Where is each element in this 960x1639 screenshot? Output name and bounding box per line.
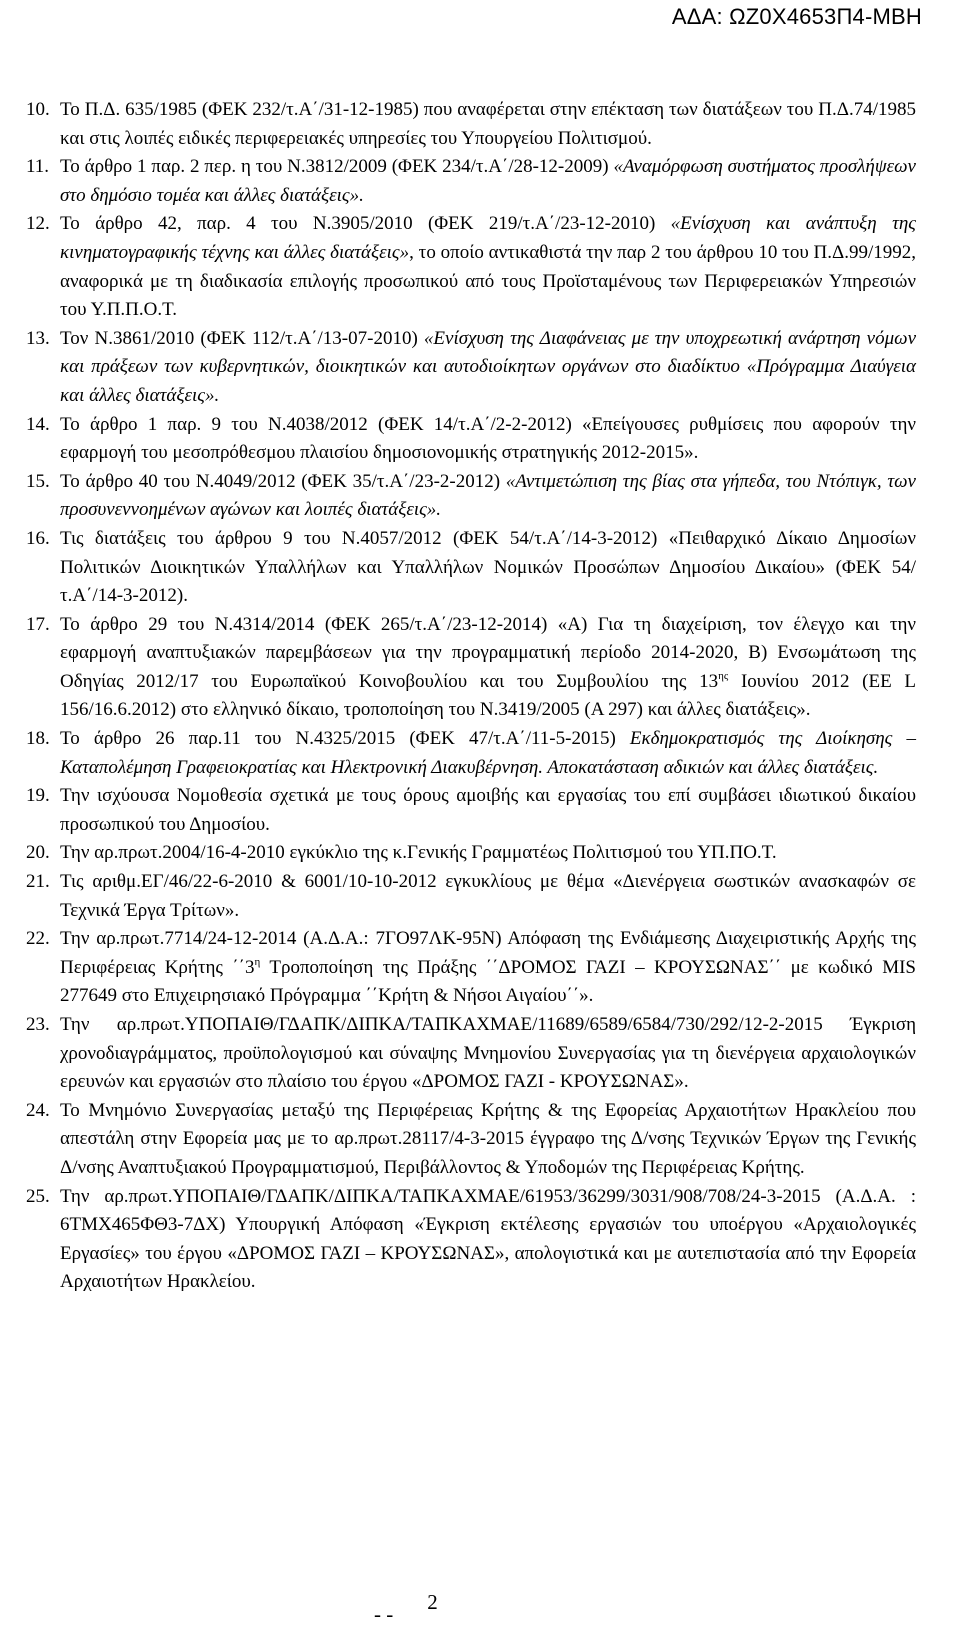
list-item xyxy=(26,153,916,210)
item-text: Ιουνίου 2012 (ΕΕ L 156/16.6.2012) στο ελληνικό δίκαιο, τροποποίηση του Ν.3419/2005 (Α 297) και άλλες διατάξεις». xyxy=(60,670,916,721)
item-text: Το άρθρο 1 παρ. 2 περ. η του Ν.3812/2009 (ΦΕΚ 234/τ.Α΄/28-12-2009) xyxy=(60,156,614,178)
item-text: Τροποποίηση της Πράξης ΄΄ΔΡΟΜΟΣ ΓΑΖΙ – ΚΡΟΥΣΩΝΑΣ΄΄ με κωδικό MIS 277649 στο Επιχειρησιακό Πρόγραμμα ΄΄Κρήτη & Νήσοι Αιγαίου΄΄». xyxy=(60,956,916,1007)
footer-dashes: - - xyxy=(374,1602,394,1626)
item-text: Τον Ν.3861/2010 (ΦΕΚ 112/τ.Α΄/13-07-2010) xyxy=(60,327,424,349)
item-text: Τις αριθμ.ΕΓ/46/22-6-2010 & 6001/10-10-2012 εγκυκλίους με θέμα «Διενέργεια σωστικών ανασκαφών σε Τεχνικά Έργα Τρίτων». xyxy=(60,871,916,921)
item-text: Την ισχύουσα Νομοθεσία σχετικά με τους όρους αμοιβής και εργασίας του επί συμβάσει ιδιωτικού δικαίου προσωπικού του Δημοσίου. xyxy=(60,785,916,835)
list-item xyxy=(26,611,916,725)
item-number: 19. xyxy=(26,785,50,807)
list-item xyxy=(26,210,916,324)
item-text: , το οποίο αντικαθιστά την παρ 2 του άρθρου 10 του Π.Δ.99/1992, αναφορικά με τη διαδικασία επιλογής προσωπικού από τους Προϊσταμένους των Περιφερειακών Υπηρεσιών του Υ.Π.Π.Ο.Τ. xyxy=(60,241,916,321)
item-text: Τις διατάξεις του άρθρου 9 του Ν.4057/2012 (ΦΕΚ 54/τ.Α΄/14-3-2012) «Πειθαρχικό Δίκαιο Δημοσίων Πολιτικών Διοικητικών Υπαλλήλων και Υπαλλήλων Νομικών Προσώπων Δημοσίου Δικαίου» (ΦΕΚ 54/τ.Α΄/14-3-2012). xyxy=(60,527,916,607)
item-text: Το άρθρο 42, παρ. 4 του Ν.3905/2010 (ΦΕΚ 219/τ.Α΄/23-12-2010) xyxy=(60,213,671,235)
item-text: Το Μνημόνιο Συνεργασίας μεταξύ της Περιφέρειας Κρήτης & της Εφορείας Αρχαιοτήτων Ηρακλείου που απεστάλη στην Εφορεία μας με το αρ.πρωτ.28117/4-3-2015 έγγραφο της Δ/νσης Τεχνικών Έργων της Γενικής Δ/νσης Αναπτυξιακού Προγραμματισμού, Περιβάλλοντος & Υποδομών της Περιφέρειας Κρήτης. xyxy=(60,1099,916,1178)
ordinal-superscript: η xyxy=(254,955,261,968)
item-number: 17. xyxy=(26,613,50,635)
list-item xyxy=(26,1097,916,1183)
page-footer xyxy=(374,1590,438,1627)
item-text: Την αρ.πρωτ.ΥΠΟΠΑΙΘ/ΓΔΑΠΚ/ΔΙΠΚΑ/ΤΑΠΚΑΧΜΑΕ/61953/36299/3031/908/708/24-3-2015 (Α.Δ.Α. : 6ΤΜΧ465ΦΘ3-7ΔΧ) Υπουργική Απόφαση «Έγκριση εκτέλεσης εργασιών του υποέργου «Αρχαιολογικές Εργασίες» του έργου «ΔΡΟΜΟΣ ΓΑΖΙ – ΚΡΟΥΣΩΝΑΣ», απολογιστικά και με αυτεπιστασία από την Εφορεία Αρχαιοτήτων Ηρακλείου. xyxy=(60,1185,916,1293)
item-number: 21. xyxy=(26,871,50,893)
item-number: 18. xyxy=(26,728,50,750)
item-number: 25. xyxy=(26,1185,50,1207)
item-title-italic: «Ενίσχυση και ανάπτυξη της κινηματογραφικής τέχνης και άλλες διατάξεις» xyxy=(60,213,917,263)
item-title-italic: «Αντιμετώπιση της βίας στα γήπεδα, του Ντόπιγκ, των προσυνεννοημένων αγώνων και λοιπές διατάξεις». xyxy=(60,470,916,521)
list-item xyxy=(26,868,916,925)
list-item xyxy=(26,411,916,468)
item-title-italic: «Ενίσχυση της Διαφάνειας με την υποχρεωτική ανάρτηση νόμων και πράξεων των κυβερνητικών, διοικητικών και αυτοδιοίκητων οργάνων στο διαδίκτυο «Πρόγραμμα Διαύγεια και άλλες διατάξεις». xyxy=(60,327,917,406)
item-text: Την αρ.πρωτ.2004/16-4-2010 εγκύκλιο της κ.Γενικής Γραμματέως Πολιτισμού του ΥΠ.ΠΟ.Τ. xyxy=(60,842,777,864)
ordinal-superscript: ης xyxy=(718,669,729,682)
item-number: 15. xyxy=(26,470,50,492)
item-number: 14. xyxy=(26,413,50,435)
list-item xyxy=(26,782,916,839)
ada-header-code: ΑΔΑ: ΩΖ0Χ4653Π4-ΜΒΗ xyxy=(671,4,922,29)
list-item xyxy=(26,725,916,782)
item-number: 23. xyxy=(26,1014,50,1035)
list-item xyxy=(26,1011,916,1097)
item-number: 16. xyxy=(26,527,50,549)
item-text: Το άρθρο 29 του Ν.4314/2014 (ΦΕΚ 265/τ.Α΄/23-12-2014) «Α) Για τη διαχείριση, τον έλεγχο και την εφαρμογή αναπτυξιακών παρεμβάσεων για την προγραμματική περίοδο 2014-2020, Β) Ενσωμάτωση της Οδηγίας 2012/17 του Ευρωπαϊκού Κοινοβουλίου και του Συμβουλίου της 13 xyxy=(60,613,916,692)
item-text: Το άρθρο 40 του Ν.4049/2012 (ΦΕΚ 35/τ.Α΄/23-2-2012) xyxy=(60,470,506,492)
item-title-italic: Εκδημοκρατισμός της Διοίκησης – Καταπολέμηση Γραφειοκρατίας και Ηλεκτρονική Διακυβέρνηση. Αποκατάσταση αδικιών και άλλες διατάξεις. xyxy=(60,728,917,778)
legal-references-list xyxy=(26,96,916,1297)
item-text: Το άρθρο 1 παρ. 9 του Ν.4038/2012 (ΦΕΚ 14/τ.Α΄/2-2-2012) «Επείγουσες ρυθμίσεις που αφορούν την εφαρμογή του μεσοπρόθεσμου πλαισίου δημοσιονομικής στρατηγικής 2012-2015». xyxy=(60,413,916,464)
item-number: 11. xyxy=(26,156,50,178)
item-number: 12. xyxy=(26,213,50,235)
item-text: Την αρ.πρωτ.7714/24-12-2014 (Α.Δ.Α.: 7ΓΟ97ΛΚ-95Ν) Απόφαση της Ενδιάμεσης Διαχειριστικής Αρχής της Περιφέρειας Κρήτης ΄΄3 xyxy=(60,928,916,978)
item-number: 13. xyxy=(26,327,50,349)
list-item xyxy=(26,839,916,868)
item-text: Το άρθρο 26 παρ.11 του Ν.4325/2015 (ΦΕΚ 47/τ.Α΄/11-5-2015) xyxy=(60,728,630,750)
list-item xyxy=(26,925,916,1011)
list-item xyxy=(26,325,916,411)
item-number: 10. xyxy=(26,99,50,120)
page-number: 2 xyxy=(427,1590,438,1614)
list-item xyxy=(26,1183,916,1297)
list-item xyxy=(26,468,916,525)
item-number: 20. xyxy=(26,842,50,864)
item-text: Το Π.Δ. 635/1985 (ΦΕΚ 232/τ.Α΄/31-12-1985) που αναφέρεται στην επέκταση των διατάξεων του Π.Δ.74/1985 και στις λοιπές ειδικές περιφερειακές υπηρεσίες του Υπουργείου Πολιτισμού. xyxy=(60,99,916,149)
item-title-italic: «Αναμόρφωση συστήματος προσλήψεων στο δημόσιο τομέα και άλλες διατάξεις». xyxy=(60,156,916,206)
list-item xyxy=(26,525,916,611)
item-number: 22. xyxy=(26,928,50,950)
list-item xyxy=(26,96,916,153)
item-text: Την αρ.πρωτ.ΥΠΟΠΑΙΘ/ΓΔΑΠΚ/ΔΙΠΚΑ/ΤΑΠΚΑΧΜΑΕ/11689/6589/6584/730/292/12-2-2015 Έγκριση χρονοδιαγράμματος, προϋπολογισμού και σύναψης Μνημονίου Συνεργασίας για τη διενέργεια αρχαιολογικών ερευνών και εργασιών στο πλαίσιο του έργου «ΔΡΟΜΟΣ ΓΑΖΙ - ΚΡΟΥΣΩΝΑΣ». xyxy=(60,1014,916,1093)
item-number: 24. xyxy=(26,1099,50,1121)
